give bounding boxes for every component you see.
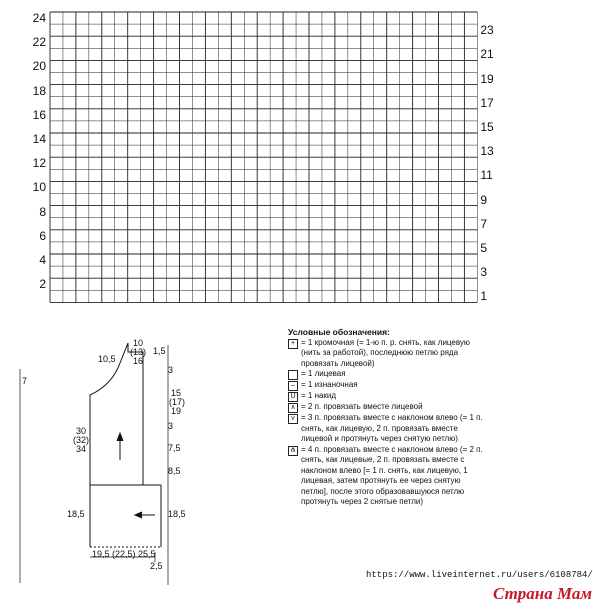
row-number-left: 6 <box>39 228 46 243</box>
row-number-right: 21 <box>480 47 494 62</box>
schema-right-seg3: 8,5 <box>168 466 181 476</box>
legend-entry <box>288 445 488 508</box>
schema-right-side-2: (17) <box>169 397 186 407</box>
schema-right-seg2: 7,5 <box>168 443 181 453</box>
schema-bottom-width: 19,5 (22,5) 25,5 <box>92 549 156 559</box>
legend-entry <box>288 369 488 380</box>
schema-body-height-3: 34 <box>76 444 87 454</box>
legend-text: = 1 накид <box>301 391 337 400</box>
row-number-left: 8 <box>39 204 46 219</box>
row-number-right: 5 <box>480 240 488 255</box>
legend-entry <box>288 391 488 402</box>
schema-top-width: 10 <box>133 338 144 348</box>
row-number-left: 24 <box>32 11 46 25</box>
legend-text: = 2 п. провязать вместе лицевой <box>301 402 423 411</box>
row-number-right: 23 <box>480 23 494 38</box>
legend-text: = 4 п. провязать вместе с наклоном влево (= 2 п. снять, как лицевые, 2 п. провязать вместе с наклоном влево [= 1 п. снять, как лицевую, 1 лицевая, затем протянуть ее через снятую петлю], после этого образовавшуюся петлю протянуть через 2 снятые петли) <box>301 444 483 506</box>
schema-shoulder-right: 1,5 <box>153 346 166 356</box>
row-number-left: 14 <box>32 132 46 146</box>
legend-entry <box>288 413 488 445</box>
row-number-left: 20 <box>32 59 46 74</box>
row-number-right: 13 <box>480 144 494 159</box>
legend-entry <box>288 402 488 413</box>
row-number-right: 11 <box>480 168 493 183</box>
schema-lower-left: 18,5 <box>67 509 85 519</box>
schema-top-width-3: 16 <box>133 356 144 366</box>
schema-front-top: 3 <box>168 365 174 375</box>
legend-symbol-icon: – <box>288 381 298 391</box>
legend-title: Условные обозначения: <box>288 327 390 337</box>
schema-neck-depth: 7 <box>22 376 28 386</box>
legend-text: = 3 п. провязать вместе с наклоном влево (= 1 п. снять, как лицевую, 2 п. провязать вместе лицевой и протянуть через снятую петлю) <box>301 413 483 443</box>
legend-text: = 1 лицевая <box>301 369 346 378</box>
row-number-left: 18 <box>32 83 46 98</box>
legend-symbol-icon: U <box>288 392 298 402</box>
schema-top-width-2: (13) <box>130 347 147 357</box>
legend <box>288 327 488 508</box>
row-number-left: 12 <box>32 156 46 171</box>
row-number-right: 9 <box>480 192 488 207</box>
row-number-left: 4 <box>39 253 46 267</box>
legend-symbol-icon: + <box>288 339 298 349</box>
legend-entry <box>288 380 488 391</box>
legend-text: = 1 изнаночная <box>301 380 358 389</box>
legend-symbol-icon <box>288 370 298 380</box>
schema-body-height-2: (32) <box>73 435 90 445</box>
row-number-left: 22 <box>32 35 46 50</box>
row-number-right: 1 <box>480 289 488 304</box>
schema-bottom-right: 2,5 <box>150 561 163 571</box>
row-number-right: 3 <box>480 265 488 280</box>
source-url: https://www.liveinternet.ru/users/6108784/ <box>366 570 593 580</box>
schema-right-seg1: 3 <box>168 421 174 431</box>
legend-symbol-icon: ⋎ <box>288 414 298 424</box>
row-number-left: 16 <box>32 107 46 122</box>
legend-text: = 1 кромочная (= 1-ю п. р. снять, как лицевую (нить за работой), последнюю петлю ряда провязать лицевой) <box>301 337 470 368</box>
schema-shoulder-left: 10,5 <box>98 354 116 364</box>
legend-symbol-icon: ∧ <box>288 403 298 413</box>
schema-right-side: 15 <box>171 388 182 398</box>
schema-lower-right: 18,5 <box>168 509 186 519</box>
legend-entries <box>288 338 488 508</box>
legend-symbol-icon: ⋔ <box>288 446 298 456</box>
row-number-left: 2 <box>39 277 46 292</box>
row-number-right: 17 <box>480 95 494 110</box>
brand-logo: Страна Мам <box>493 584 593 603</box>
row-number-right: 19 <box>480 71 494 86</box>
legend-entry <box>288 338 488 370</box>
row-number-left: 10 <box>32 180 46 195</box>
row-number-right: 15 <box>480 119 494 134</box>
chart-grid <box>50 12 477 302</box>
schema-body-height: 30 <box>76 426 87 436</box>
schema-right-side-3: 19 <box>171 406 182 416</box>
row-number-right: 7 <box>480 216 488 231</box>
